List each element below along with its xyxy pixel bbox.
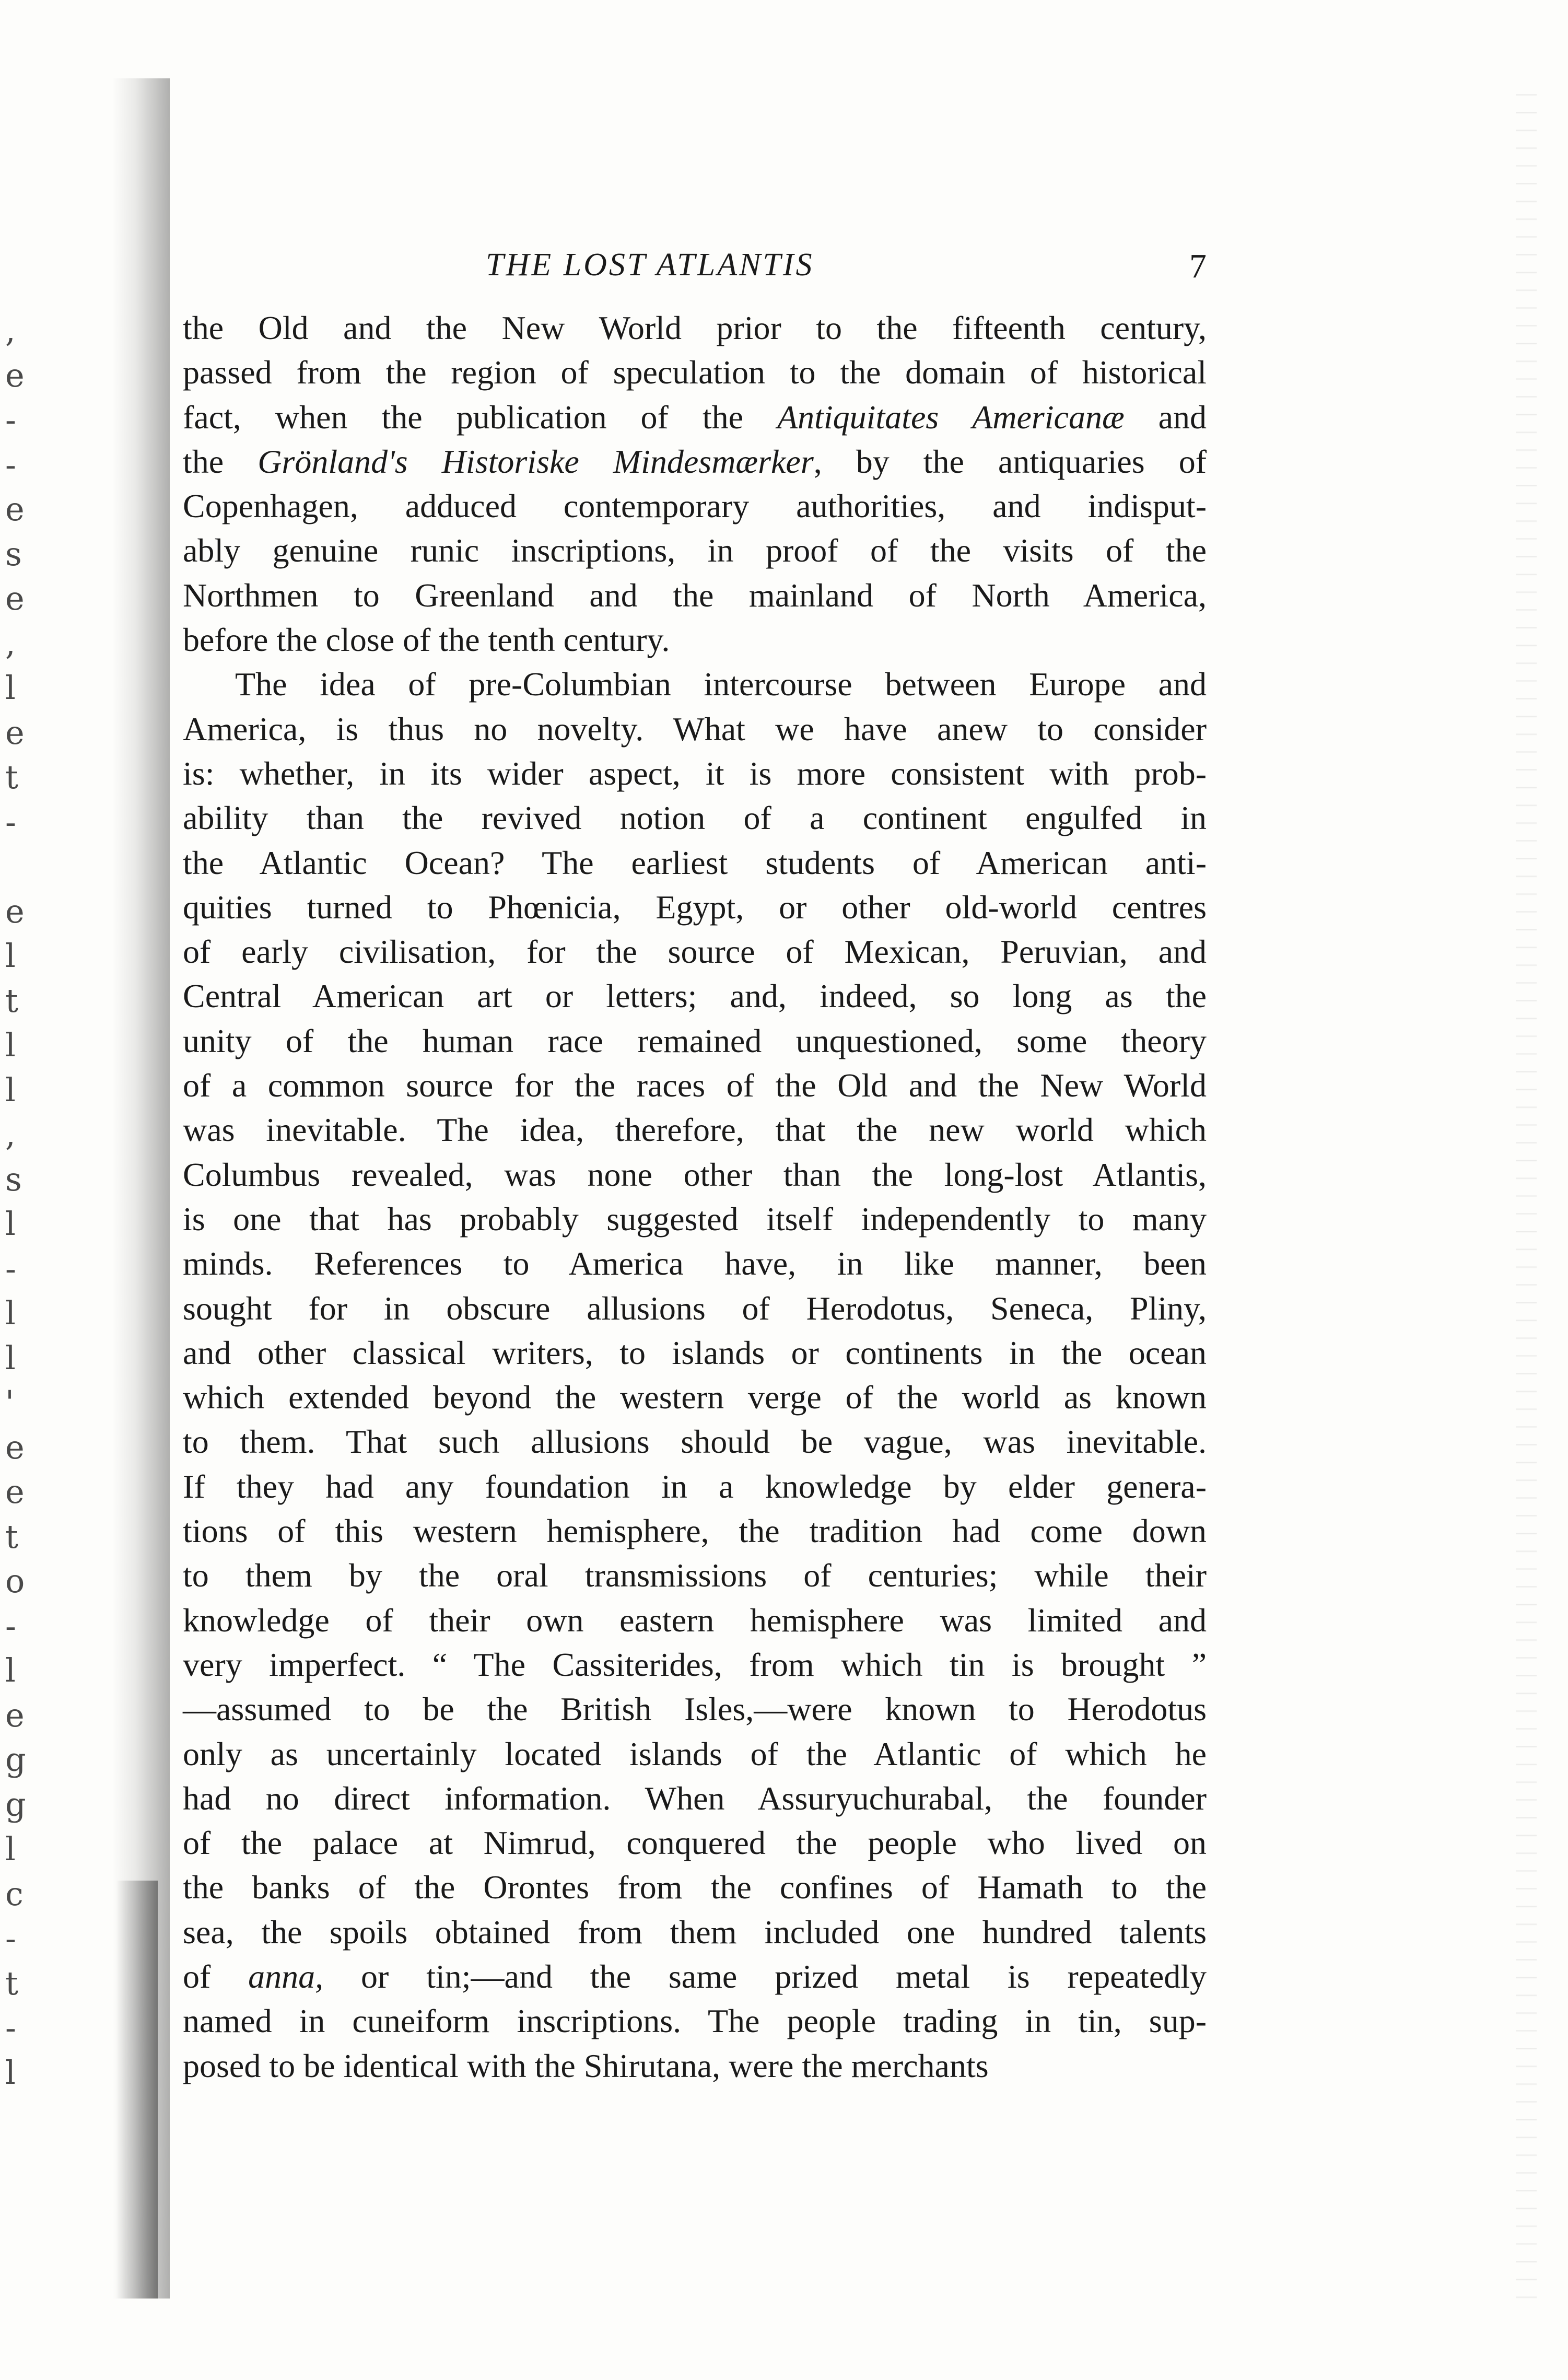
bleed-glyph: - [5,1606,16,1645]
bleed-glyph: l [5,1830,16,1868]
text-line: quities turned to Phœnicia, Egypt, or other old-world centres [183,888,1207,926]
text-line: minds. References to America have, in like manner, been [183,1245,1207,1282]
bleed-glyph: - [5,401,16,439]
text-line: America, is thus no novelty. What we have anew to consider [183,710,1207,748]
bleed-glyph: l [5,1026,16,1064]
text-line: only as uncertainly located islands of the Atlantic of which he [183,1735,1207,1772]
text-line: the Atlantic Ocean? The earliest students of American anti- [183,844,1207,881]
text-line: If they had any foundation in a knowledge by elder genera- [183,1467,1207,1505]
text-line: Columbus revealed, was none other than the long-lost Atlantis, [183,1156,1207,1193]
bleed-glyph: l [5,937,16,975]
text-line: sought for in obscure allusions of Herodotus, Seneca, Pliny, [183,1289,1207,1327]
text-line: sea, the spoils obtained from them included one hundred talents [183,1913,1207,1951]
text-line: the Grönland's Historiske Mindesmærker, by the antiquaries of [183,442,1207,480]
text-line: knowledge of their own eastern hemisphere was limited and [183,1601,1207,1639]
body-text [183,306,1207,2088]
text-line: the Old and the New World prior to the fifteenth century, [183,309,1207,346]
bleed-glyph: l [5,1338,16,1377]
page-number: 7 [1189,247,1207,285]
text-line: The idea of pre-Columbian intercourse between Europe and [235,666,1207,703]
text-line: fact, when the publication of the Antiquitates Americanæ and [183,398,1207,436]
bleed-glyph: - [5,1919,16,1957]
text-line: posed to be identical with the Shirutana, were the merchants [183,2047,989,2084]
bleed-glyph: l [5,669,16,707]
text-line: passed from the region of speculation to the domain of historical [183,354,1207,391]
text-line: is: whether, in its wider aspect, it is more consistent with prob- [183,754,1207,792]
text-line: tions of this western hemisphere, the tradition had come down [183,1512,1207,1550]
bleed-glyph: ' [5,1383,15,1421]
text-line: which extended beyond the western verge of the world as known [183,1379,1207,1416]
bleed-glyph: t [5,981,18,1020]
bleed-glyph: , [5,311,16,349]
bleed-glyph: e [5,892,25,930]
bleed-glyph: , [5,624,16,662]
bleed-glyph: e [5,1473,25,1511]
bleed-glyph: e [5,713,25,752]
bleed-glyph: e [5,356,25,394]
bleed-glyph: - [5,1249,16,1288]
text-line: of a common source for the races of the Old and the New World [183,1067,1207,1104]
text-line: Central American art or letters; and, indeed, so long as the [183,977,1207,1015]
bleed-glyph: g [5,1785,26,1824]
text-line: had no direct information. When Assuryuchurabal, the founder [183,1779,1207,1817]
text-line: and other classical writers, to islands or continents in the ocean [183,1334,1207,1371]
text-line: unity of the human race remained unquestioned, some theory [183,1022,1207,1059]
bleed-glyph: - [5,802,16,841]
page-header [188,247,1207,288]
bleed-glyph: c [5,1874,24,1913]
bleed-glyph: t [5,758,18,796]
bleed-glyph: t [5,1964,18,2002]
facing-page-bleed-through [5,308,73,2095]
bleed-glyph: e [5,1696,25,1734]
bleed-glyph: , [5,1115,16,1153]
bleed-glyph: l [5,1070,16,1109]
text-line: before the close of the tenth century. [183,621,670,659]
bleed-glyph: o [5,1562,25,1600]
bleed-glyph: l [5,1294,16,1332]
text-line: ably genuine runic inscriptions, in proof of the visits of the [183,532,1207,569]
text-line: was inevitable. The idea, therefore, that the new world which [183,1111,1207,1149]
text-line: Copenhagen, adduced contemporary authorities, and indisput- [183,487,1207,525]
bleed-glyph [5,844,73,889]
text-line: Northmen to Greenland and the mainland of North America, [183,576,1207,614]
text-line: of anna, or tin;—and the same prized metal is repeatedly [183,1957,1207,1995]
bleed-glyph: - [5,445,16,484]
bleed-glyph: e [5,1428,25,1466]
running-title: THE LOST ATLANTIS [486,247,814,283]
text-line: of the palace at Nimrud, conquered the people who lived on [183,1824,1207,1862]
bleed-glyph: - [5,2009,16,2047]
text-line: is one that has probably suggested itself independently to many [183,1200,1207,1238]
text-line: to them. That such allusions should be vague, was inevitable. [183,1423,1207,1461]
bleed-glyph: l [5,1205,16,1243]
text-line: named in cuneiform inscriptions. The people trading in tin, sup- [183,2002,1207,2040]
bleed-glyph: s [5,534,22,573]
page-edge-noise [1516,78,1537,2299]
binding-shadow-dark [116,1881,158,2299]
text-line: ability than the revived notion of a continent engulfed in [183,799,1207,837]
bleed-glyph: g [5,1741,26,1779]
bleed-glyph: t [5,1517,18,1556]
bleed-glyph: e [5,579,25,617]
text-line: very imperfect. “ The Cassiterides, from which tin is brought ” [183,1646,1207,1683]
bleed-glyph: e [5,490,25,528]
text-line: to them by the oral transmissions of centuries; while their [183,1557,1207,1594]
text-line: the banks of the Orontes from the confines of Hamath to the [183,1869,1207,1906]
text-line: —assumed to be the British Isles,—were known to Herodotus [183,1690,1207,1728]
bleed-glyph: s [5,1160,22,1198]
bleed-glyph: l [5,1651,16,1689]
bleed-glyph: l [5,2053,16,2092]
text-line: of early civilisation, for the source of Mexican, Peruvian, and [183,933,1207,971]
